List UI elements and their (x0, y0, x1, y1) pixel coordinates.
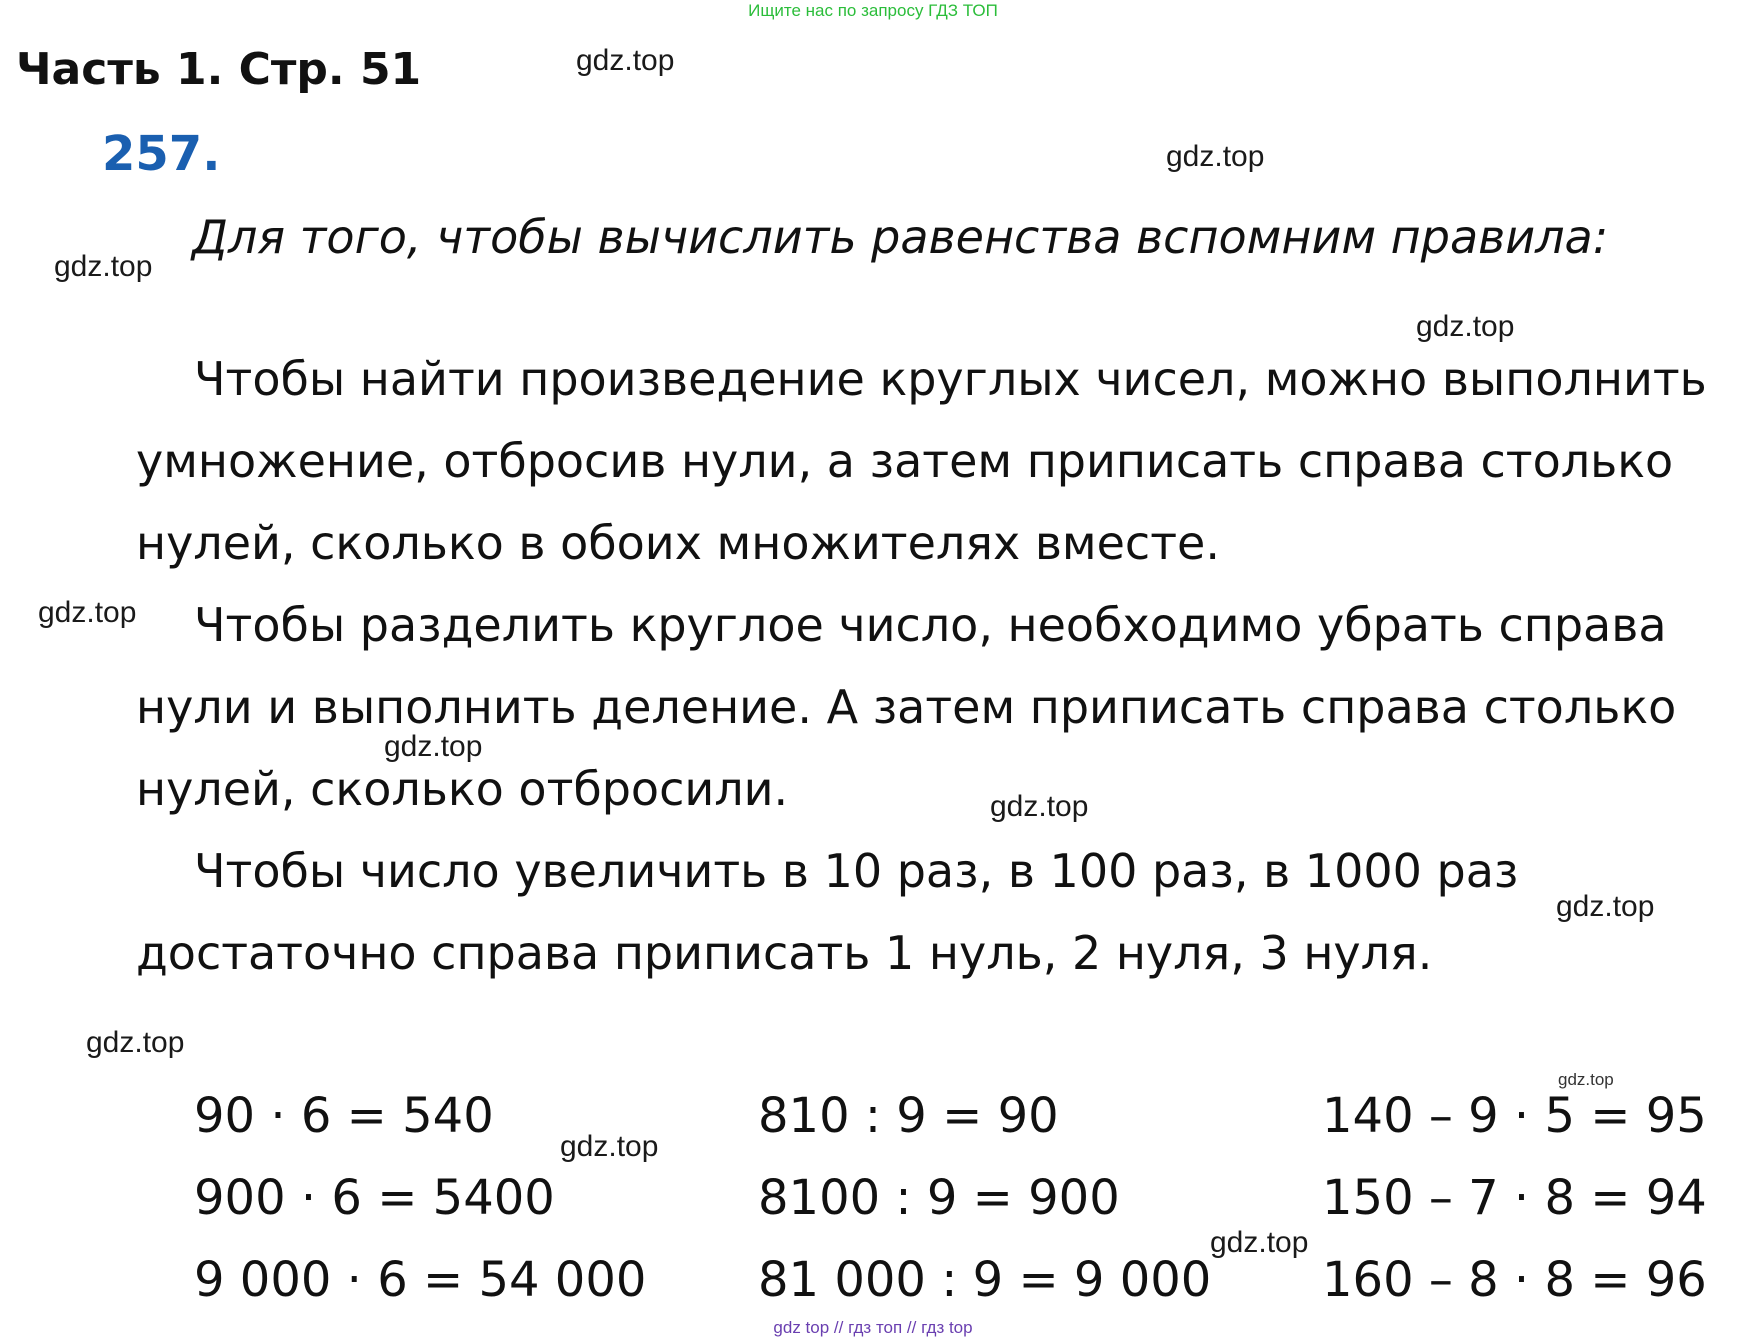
rule-2-line-3: нулей, сколько отбросили. (136, 762, 789, 816)
watermark: gdz.top (54, 250, 153, 283)
watermark: gdz.top (384, 730, 483, 763)
rule-1 (136, 338, 1707, 584)
equation-3-3: 160 – 8 · 8 = 96 (1322, 1252, 1707, 1308)
rule-1-line-3: нулей, сколько в обоих множителях вместе. (136, 516, 1220, 570)
rule-3-line-2: достаточно справа приписать 1 нуль, 2 нуля, 3 нуля. (136, 926, 1433, 980)
watermark: gdz.top (1556, 890, 1655, 923)
watermark: gdz.top (560, 1130, 659, 1163)
equation-3-1: 140 – 9 · 5 = 95 (1322, 1088, 1707, 1144)
watermark: gdz.top (990, 790, 1089, 823)
watermark: gdz.top (1166, 140, 1265, 173)
equation-1-3: 9 000 · 6 = 54 000 (194, 1252, 647, 1308)
watermark: gdz.top (1210, 1226, 1309, 1259)
rule-2-line-1: Чтобы разделить круглое число, необходимо убрать справа (194, 598, 1667, 652)
watermark: gdz.top (1416, 310, 1515, 343)
rule-3-line-1: Чтобы число увеличить в 10 раз, в 100 раз, в 1000 раз (194, 844, 1519, 898)
equation-1-1: 90 · 6 = 540 (194, 1088, 494, 1144)
equation-1-2: 900 · 6 = 5400 (194, 1170, 555, 1226)
watermark: gdz.top (576, 44, 675, 77)
watermark: gdz.top (1558, 1070, 1614, 1089)
equation-2-2: 8100 : 9 = 900 (758, 1170, 1120, 1226)
top-banner: Ищите нас по запросу ГДЗ ТОП (748, 1, 998, 20)
watermark: gdz.top (86, 1026, 185, 1059)
rule-1-line-2: умножение, отбросив нули, а затем приписать справа столько (136, 434, 1674, 488)
rule-3 (136, 830, 1518, 994)
equation-3-2: 150 – 7 · 8 = 94 (1322, 1170, 1707, 1226)
watermark: gdz.top (38, 596, 137, 629)
rule-1-line-1: Чтобы найти произведение круглых чисел, можно выполнить (194, 352, 1707, 406)
rule-2-line-2: нули и выполнить деление. А затем приписать справа столько (136, 680, 1677, 734)
task-number: 257. (102, 126, 221, 182)
intro-text: Для того, чтобы вычислить равенства вспомним правила: (192, 210, 1609, 264)
rule-2 (136, 584, 1676, 830)
equation-2-1: 810 : 9 = 90 (758, 1088, 1059, 1144)
equation-2-3: 81 000 : 9 = 9 000 (758, 1252, 1212, 1308)
page-header: Часть 1. Стр. 51 (16, 44, 422, 95)
footer-watermark: gdz top // гдз топ // гдз top (773, 1318, 973, 1337)
